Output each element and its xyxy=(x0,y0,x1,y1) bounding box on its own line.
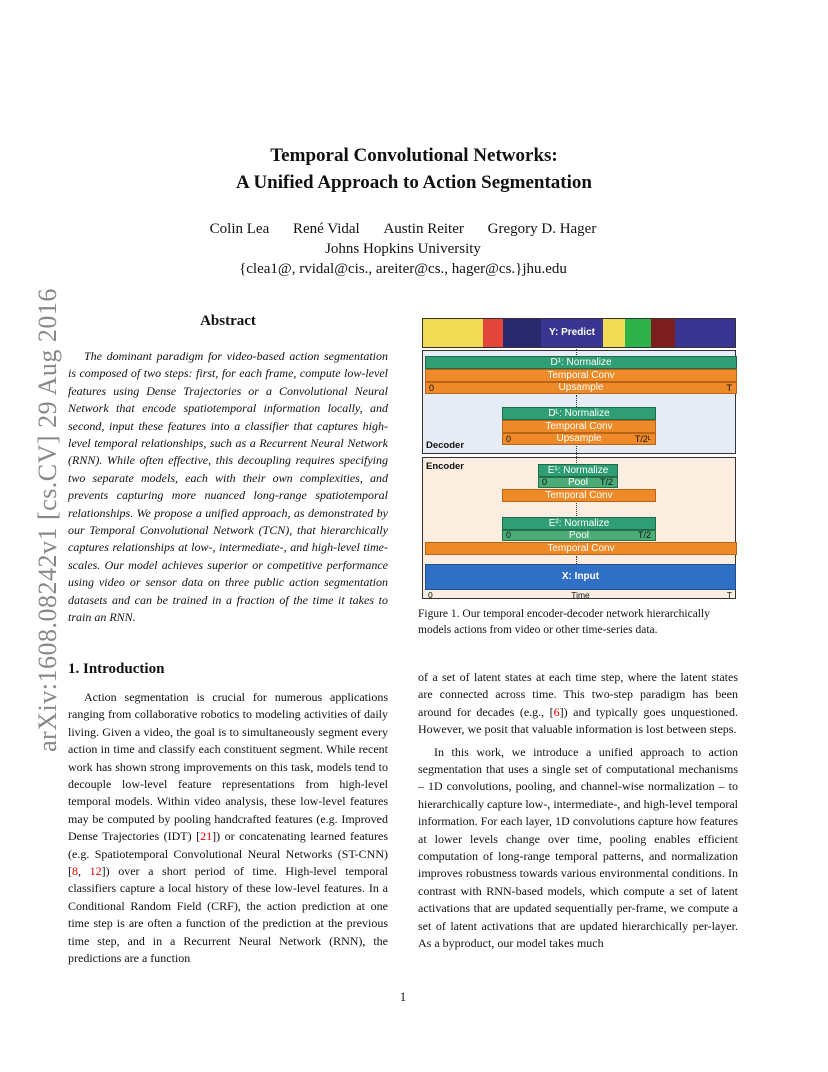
axis-start: 0 xyxy=(506,434,512,444)
arrow-icon xyxy=(576,556,578,564)
axis-end: T/2 xyxy=(599,477,613,487)
abstract-heading: Abstract xyxy=(200,313,256,329)
left-column-text xyxy=(68,689,388,968)
arrow-icon xyxy=(576,446,578,463)
time-label: Time xyxy=(571,590,590,600)
dL-upsample-block xyxy=(502,433,656,445)
paragraph: of a set of latent states at each time step, where the latent states are connected across time. This two-step paradigm has been around for decades (e.g., [6]) and typically goes unquestioned. However, we posit that valuable information is lost between steps. xyxy=(418,670,738,737)
predict-segment xyxy=(625,319,651,348)
arrow-icon xyxy=(576,349,578,355)
d1-temporal-conv-block: Temporal Conv xyxy=(425,369,737,382)
author: René Vidal xyxy=(292,221,360,237)
axis-end: T xyxy=(726,383,732,393)
axis-start: 0 xyxy=(506,530,512,540)
arrow-icon xyxy=(576,503,578,516)
e2-normalize-block: E²: Normalize xyxy=(502,517,656,530)
e1-temporal-conv-block: Temporal Conv xyxy=(502,489,656,502)
e1-pool-block xyxy=(538,477,618,488)
predict-segment xyxy=(603,319,625,348)
citation-link[interactable]: 21 xyxy=(200,829,213,844)
citation-link[interactable]: 12 xyxy=(89,864,102,879)
input-block: X: Input xyxy=(425,564,736,590)
arrow-icon xyxy=(576,395,578,407)
axis-end: T/2ᴸ xyxy=(634,434,651,444)
figure-1 xyxy=(420,316,738,601)
pool-label: Pool xyxy=(567,477,588,488)
paragraph: Action segmentation is crucial for numerous applications ranging from collaborative robotics to modeling activities of daily living. Given a video, the goal is to simultaneously segment every action in time and classify each constituent segment. While recent work has shown strong improvements on this task, models tend to decouple low-level feature representations from high-level temporal models. Within video analysis, these low-level features may be computed by pooling handcrafted features (e.g. Improved Dense Trajectories (IDT) [21]) or concatenating learned features (e.g. Spatiotemporal Convolutional Neural Networks (ST-CNN) [8, 12]) over a short period of time. High-level temporal classifiers capture a local history of these low-level features. In a Conditional Random Field (CRF), the action prediction at one time step is are often a function of the prediction at the previous time step, and in a Recurrent Neural Network (RNN), the predictions are a function xyxy=(68,690,389,966)
author-block xyxy=(0,219,806,279)
page-number: 1 xyxy=(399,990,407,1004)
pool-label: Pool xyxy=(568,530,589,541)
upsample-label: Upsample xyxy=(556,433,602,444)
abstract-body xyxy=(68,348,388,627)
predict-bar xyxy=(422,318,736,348)
author: Gregory D. Hager xyxy=(487,221,597,237)
e2-pool-block xyxy=(502,530,656,541)
title-line-1: Temporal Convolutional Networks: xyxy=(270,145,558,166)
axis-end: T/2 xyxy=(637,530,651,540)
abstract-text: The dominant paradigm for video-based action segmentation is composed of two steps: first, for each frame, compute low-level features using Dense Trajectories or a Convolutional Neural Network that encode spatiotemporal information locally, and second, input these features into a classifier that captures high-level temporal relationships, such as a Recurrent Neural Network (RNN). While often effective, this decoupling requires specifying two separate models, each with their own complexities, and prevents capturing more nuanced long-range spatiotemporal relationships. We propose a unified approach, as demonstrated by our Temporal Convolutional Network (TCN), that hierarchically captures relationships at low-, intermediate-, and high-level time-scales. Our model achieves superior or competitive performance using video or sensor data on three public action segmentation datasets and can be trained in a fraction of the time it takes to train an RNN. xyxy=(68,349,388,625)
time-axis xyxy=(425,590,736,600)
e2-temporal-conv-block: Temporal Conv xyxy=(425,542,737,555)
right-column-text xyxy=(418,669,738,953)
author: Colin Lea xyxy=(209,221,270,237)
axis-start: 0 xyxy=(542,477,548,487)
encoder-label: Encoder xyxy=(426,461,465,472)
dL-temporal-conv-block: Temporal Conv xyxy=(502,420,656,433)
axis-start: 0 xyxy=(429,383,435,393)
predict-segment xyxy=(503,319,541,348)
paper-title xyxy=(0,142,828,196)
predict-segment xyxy=(651,319,675,348)
section-heading: 1. Introduction xyxy=(68,661,165,677)
axis-end: T xyxy=(726,590,732,600)
affiliation: Johns Hopkins University xyxy=(325,241,481,257)
predict-segment xyxy=(423,319,483,348)
d1-upsample-block xyxy=(425,382,737,394)
paragraph: In this work, we introduce a unified approach to action segmentation that uses a single set of computational mechanisms – 1D convolutions, pooling, and channel-wise normalization – to hierarchically capture low-, intermediate-, and high-level temporal information. For each layer, 1D convolutions capture how features at lower levels change over time, pooling enables efficient computation of long-range temporal patterns, and normalization improves robustness towards various environmental conditions. In contrast with RNN-based models, which compute a set of latent activations that are updated sequentially per-frame, we compute a set of latent activations that are updated hierarchically per-layer. As a byproduct, our model takes much xyxy=(418,744,738,951)
e1-normalize-block: E¹: Normalize xyxy=(538,464,618,477)
citation-link[interactable]: 8 xyxy=(72,864,78,879)
emails: {clea1@, rvidal@cis., areiter@cs., hager@cs.}jhu.edu xyxy=(239,261,567,277)
predict-segment xyxy=(483,319,503,348)
author-names xyxy=(0,219,806,239)
figure-caption: Figure 1. Our temporal encoder-decoder network hierarchically models actions from video or other time-series data. xyxy=(418,608,710,636)
upsample-label: Upsample xyxy=(558,382,604,393)
decoder-label: Decoder xyxy=(426,440,465,451)
title-line-2: A Unified Approach to Action Segmentation xyxy=(236,172,592,193)
axis-start: 0 xyxy=(428,590,433,600)
predict-segment xyxy=(675,319,736,348)
citation-link[interactable]: 6 xyxy=(553,704,560,719)
predict-label: Y: Predict xyxy=(549,327,595,338)
d1-normalize-block: D¹: Normalize xyxy=(425,356,737,369)
dL-normalize-block: Dᴸ: Normalize xyxy=(502,407,656,420)
author: Austin Reiter xyxy=(383,221,464,237)
arxiv-id: arXiv:1608.08242v1 [cs.CV] 29 Aug 2016 xyxy=(33,288,62,752)
